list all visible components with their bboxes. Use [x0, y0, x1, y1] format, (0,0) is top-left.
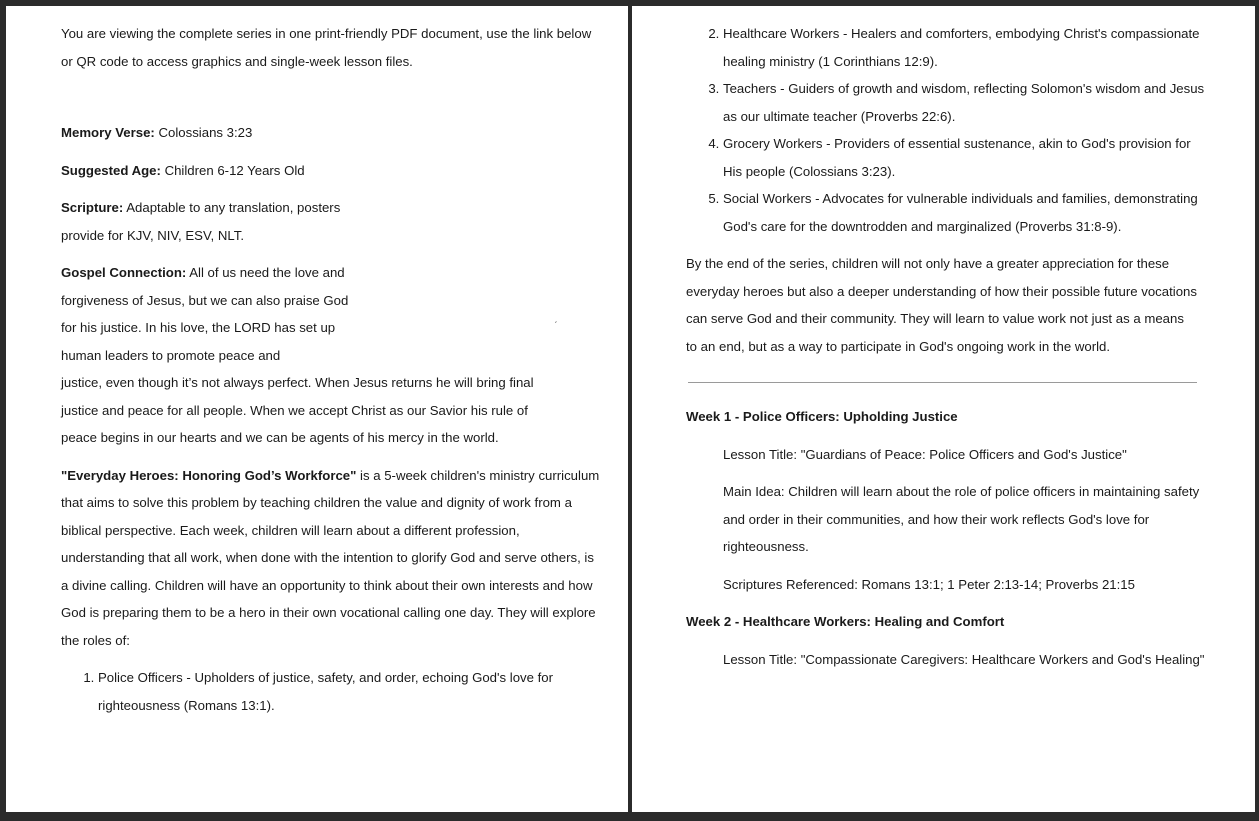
scripture — [61, 194, 361, 249]
week1-lesson-title: Lesson Title: "Guardians of Peace: Police Officers and God's Justice" — [723, 446, 1127, 462]
gospel-connection-part2: justice, even though it’s not always perfect. When Jesus returns he will bring final justice and peace for all people. When we accept Christ as our Savior his rule of peace begins in our hearts and we can be agents of his mercy in the world. — [61, 375, 534, 445]
conclusion-paragraph: By the end of the series, children will not only have a greater appreciation for these everyday heroes but also a deeper understanding of how their possible future vocations can serve God and their community. They will learn to value work not just as a means to an end, but as a way to participate in God's ongoing work in the world. — [686, 256, 1197, 354]
list-item: 3. Teachers - Guiders of growth and wisdom, reflecting Solomon's wisdom and Jesus as our ultimate teacher (Proverbs 22:6). — [723, 75, 1206, 130]
list-item: 2. Healthcare Workers - Healers and comforters, embodying Christ's compassionate healing ministry (1 Corinthians 12:9). — [723, 20, 1206, 75]
week2-heading: Week 2 - Healthcare Workers: Healing and Comfort — [686, 614, 1005, 629]
roles-list-continued — [686, 20, 1206, 240]
roles-list — [61, 664, 601, 719]
document-page-right — [632, 6, 1255, 812]
list-item: 5. Social Workers - Advocates for vulnerable individuals and families, demonstrating God's care for the downtrodden and marginalized (Proverbs 31:8-9). — [723, 185, 1206, 240]
suggested-age — [61, 157, 601, 185]
gospel-connection-text1: All of us need the love and forgiveness of Jesus, but we can also praise God for his justice. In his love, the LORD has set up human leaders to promote peace and — [61, 265, 349, 363]
series-intro-text: is a 5-week children's ministry curriculum that aims to solve this problem by teaching children the value and dignity of work from a biblical perspective. Each week, children will learn about a different profession, understanding that all work, when done with the intention to glorify God and serve others, is a divine calling. Children will have an opportunity to think about their own interests and how God is preparing them to be a hero in their own vocational calling one day. They will explore the roles of: — [61, 467, 600, 648]
memory-verse-label: Memory Verse: — [61, 125, 155, 140]
document-page-left — [6, 6, 628, 812]
list-item: 4. Grocery Workers - Providers of essential sustenance, akin to God's provision for His people (Colossians 3:23). — [723, 130, 1206, 185]
page-right-content — [686, 20, 1206, 683]
week1-heading: Week 1 - Police Officers: Upholding Justice — [686, 409, 958, 424]
memory-verse-value: Colossians 3:23 — [154, 125, 253, 140]
gospel-connection-label: Gospel Connection: — [61, 265, 187, 280]
series-intro — [61, 462, 601, 655]
list-item: 1. Police Officers - Upholders of justice, safety, and order, echoing God's love for righteousness (Romans 13:1). — [98, 664, 601, 719]
gospel-connection — [61, 259, 601, 452]
divider — [688, 382, 1197, 383]
spacer — [61, 85, 601, 119]
week1-scriptures: Scriptures Referenced: Romans 13:1; 1 Peter 2:13-14; Proverbs 21:15 — [723, 576, 1135, 592]
week1-main-idea: Main Idea: Children will learn about the role of police officers in maintaining safety and order in their communities, and how their work reflects God's love for righteousness. — [723, 484, 1200, 554]
page-left-content — [61, 20, 601, 729]
memory-verse — [61, 119, 601, 147]
suggested-age-value: Children 6-12 Years Old — [160, 162, 305, 178]
scripture-value: Adaptable to any translation, posters provide for KJV, NIV, ESV, NLT. — [61, 200, 341, 243]
suggested-age-label: Suggested Age: — [61, 162, 161, 178]
gospel-connection-part1 — [61, 259, 361, 369]
series-title: "Everyday Heroes: Honoring God’s Workforce" — [61, 467, 357, 483]
scripture-label: Scripture: — [61, 200, 124, 215]
stray-mark: ˏ — [554, 313, 558, 324]
intro-paragraph: You are viewing the complete series in one print-friendly PDF document, use the link below or QR code to access graphics and single-week lesson files. — [61, 26, 592, 69]
week2-lesson-title: Lesson Title: "Compassionate Caregivers: Healthcare Workers and God's Healing" — [723, 651, 1205, 667]
